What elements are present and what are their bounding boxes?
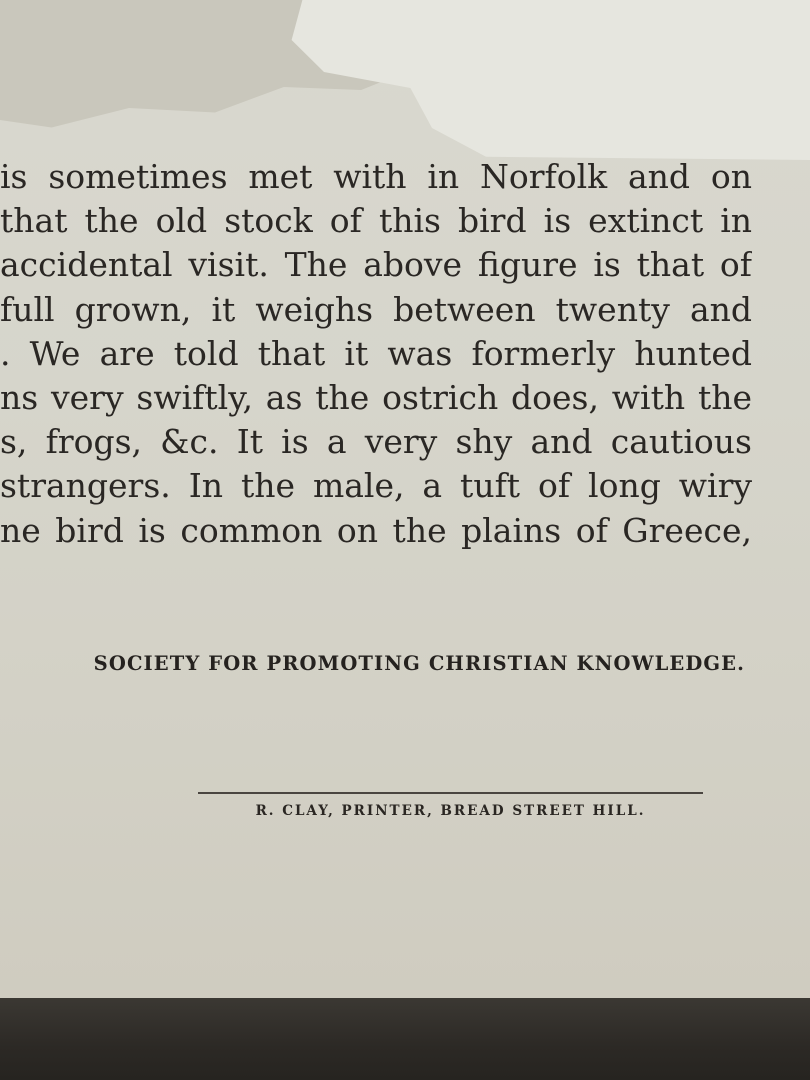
text-line-6: ns very swiftly, as the ostrich does, with the — [0, 377, 752, 417]
table-surface — [0, 998, 810, 1080]
imprint-rule — [198, 792, 703, 794]
text-line-9: ne bird is common on the plains of Greece, — [0, 510, 752, 550]
publisher-imprint: SOCIETY FOR PROMOTING CHRISTIAN KNOWLEDGE. — [93, 652, 745, 675]
text-line-5: . We are told that it was formerly hunted — [0, 333, 752, 373]
text-line-4: full grown, it weighs between twenty and — [0, 289, 752, 329]
printer-imprint: R. CLAY, PRINTER, BREAD STREET HILL. — [255, 803, 646, 819]
text-line-2: that the old stock of this bird is extinct in — [0, 201, 752, 241]
text-line-1: is sometimes met with in Norfolk and on — [0, 157, 752, 196]
body-text — [0, 155, 752, 553]
text-line-8: strangers. In the male, a tuft of long wiry — [0, 466, 752, 506]
text-line-3: accidental visit. The above figure is that of — [0, 245, 752, 285]
text-line-7: s, frogs, &c. It is a very shy and cautious — [0, 422, 752, 462]
